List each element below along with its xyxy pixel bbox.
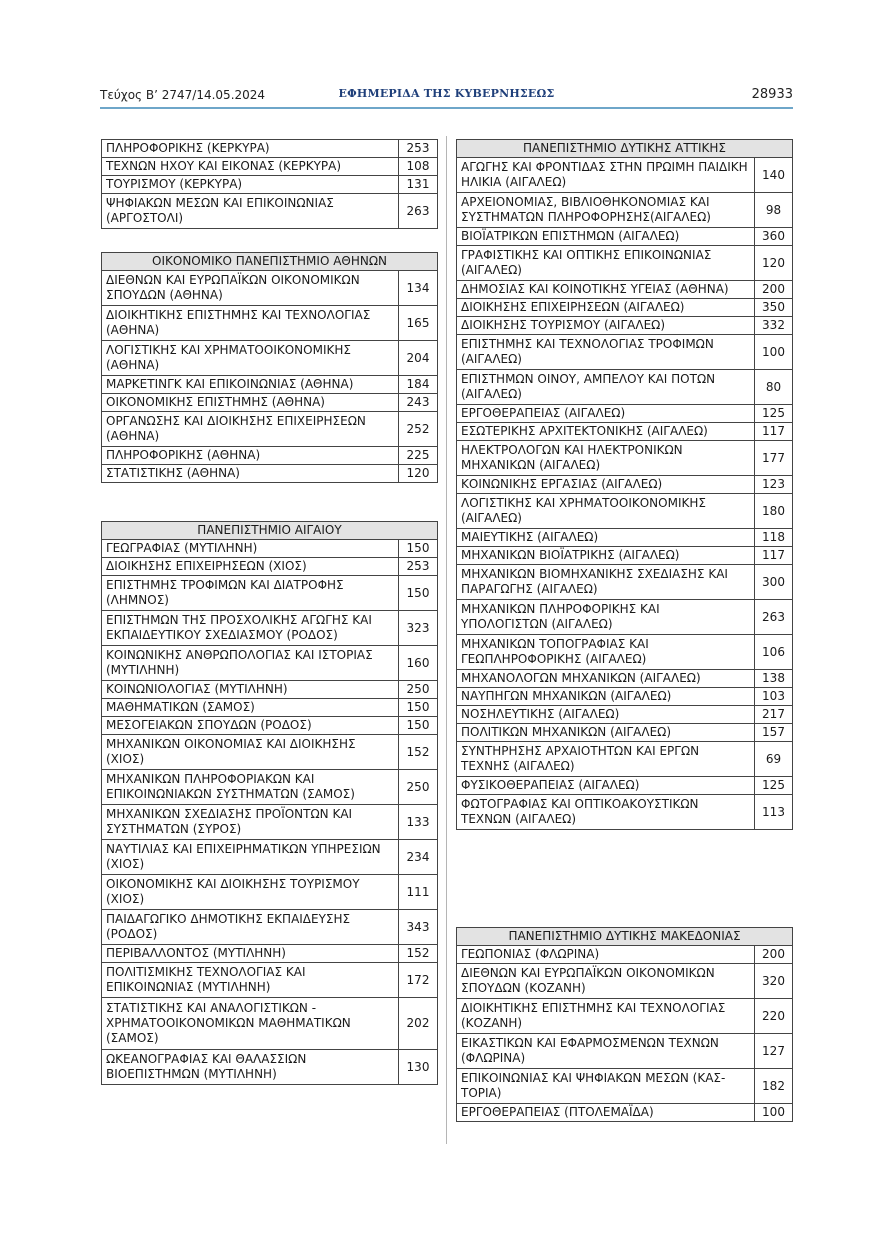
page-header <box>100 86 793 106</box>
department-name: ΜΗΧΑΝΙΚΩΝ ΟΙΚΟΝΟΜΙΑΣ ΚΑΙ ΔΙΟΙΚΗΣΗΣ (ΧΙΟΣ) <box>102 735 399 770</box>
admission-count: 130 <box>399 1050 438 1085</box>
department-name: ΚΟΙΝΩΝΙΚΗΣ ΕΡΓΑΣΙΑΣ (ΑΙΓΑΛΕΩ) <box>457 476 755 494</box>
section-header-row <box>102 522 438 540</box>
department-name: ΠΕΡΙΒΑΛΛΟΝΤΟΣ (ΜΥΤΙΛΗΝΗ) <box>102 945 399 963</box>
admission-count: 220 <box>755 999 793 1034</box>
table-row <box>457 476 793 494</box>
admission-count: 131 <box>399 176 438 194</box>
department-name: ΤΕΧΝΩΝ ΗΧΟΥ ΚΑΙ ΕΙΚΟΝΑΣ (ΚΕΡΚΥΡΑ) <box>102 158 399 176</box>
table-row <box>102 963 438 998</box>
department-name: ΜΗΧΑΝΙΚΩΝ ΤΟΠΟΓΡΑΦΙΑΣ ΚΑΙ ΓΕΩΠΛΗΡΟΦΟΡΙΚΗΣ (ΑΙΓΑΛΕΩ) <box>457 635 755 670</box>
admission-count: 123 <box>755 476 793 494</box>
department-name: ΠΑΙΔΑΓΩΓΙΚΟ ΔΗΜΟΤΙΚΗΣ ΕΚΠΑΙΔΕΥΣΗΣ (ΡΟΔΟΣ) <box>102 910 399 945</box>
admission-count: 182 <box>755 1069 793 1104</box>
admission-count: 150 <box>399 699 438 717</box>
table-row <box>102 394 438 412</box>
table-row <box>457 228 793 246</box>
admission-count: 152 <box>399 945 438 963</box>
admission-count: 202 <box>399 998 438 1050</box>
admission-count: 165 <box>399 306 438 341</box>
department-name: ΔΙΟΙΚΗΣΗΣ ΕΠΙΧΕΙΡΗΣΕΩΝ (ΑΙΓΑΛΕΩ) <box>457 299 755 317</box>
admission-count: 250 <box>399 681 438 699</box>
department-name: ΕΙΚΑΣΤΙΚΩΝ ΚΑΙ ΕΦΑΡΜΟΣΜΕΝΩΝ ΤΕΧΝΩΝ (ΦΛΩΡΙΝΑ) <box>457 1034 755 1069</box>
header-rule <box>100 107 793 109</box>
left-table-1 <box>101 252 438 483</box>
admission-count: 150 <box>399 717 438 735</box>
admission-count: 98 <box>755 193 793 228</box>
admission-count: 117 <box>755 547 793 565</box>
column-divider <box>446 136 447 1144</box>
department-name: ΕΠΙΣΤΗΜΗΣ ΤΡΟΦΙΜΩΝ ΚΑΙ ΔΙΑΤΡΟΦΗΣ (ΛΗΜΝΟΣ) <box>102 576 399 611</box>
admission-count: 204 <box>399 341 438 376</box>
admission-count: 252 <box>399 412 438 447</box>
admission-count: 225 <box>399 447 438 465</box>
table-row <box>102 998 438 1050</box>
table-row <box>457 706 793 724</box>
table-row <box>102 717 438 735</box>
department-name: ΝΑΥΤΙΛΙΑΣ ΚΑΙ ΕΠΙΧΕΙΡΗΜΑΤΙΚΩΝ ΥΠΗΡΕΣΙΩΝ (ΧΙΟΣ) <box>102 840 399 875</box>
admission-count: 133 <box>399 805 438 840</box>
table-row <box>457 1034 793 1069</box>
table-row <box>102 558 438 576</box>
table-row <box>102 341 438 376</box>
admission-count: 360 <box>755 228 793 246</box>
admission-count: 118 <box>755 529 793 547</box>
admission-count: 69 <box>755 742 793 777</box>
department-name: ΛΟΓΙΣΤΙΚΗΣ ΚΑΙ ΧΡΗΜΑΤΟΟΙΚΟΝΟΜΙΚΗΣ (ΑΙΓΑΛΕΩ) <box>457 494 755 529</box>
department-name: ΑΓΩΓΗΣ ΚΑΙ ΦΡΟΝΤΙΔΑΣ ΣΤΗΝ ΠΡΩΙΜΗ ΠΑΙΔΙΚΗ ΗΛΙΚΙΑ (ΑΙΓΑΛΕΩ) <box>457 158 755 193</box>
department-name: ΔΙΕΘΝΩΝ ΚΑΙ ΕΥΡΩΠΑΪΚΩΝ ΟΙΚΟΝΟΜΙΚΩΝ ΣΠΟΥΔΩΝ (ΚΟΖΑΝΗ) <box>457 964 755 999</box>
table-row <box>457 565 793 600</box>
admission-count: 253 <box>399 140 438 158</box>
department-name: ΠΛΗΡΟΦΟΡΙΚΗΣ (ΑΘΗΝΑ) <box>102 447 399 465</box>
department-name: ΨΗΦΙΑΚΩΝ ΜΕΣΩΝ ΚΑΙ ΕΠΙΚΟΙΝΩΝΙΑΣ (ΑΡΓΟΣΤΟΛΙ) <box>102 194 399 229</box>
admission-count: 117 <box>755 423 793 441</box>
table-row <box>102 840 438 875</box>
admission-count: 103 <box>755 688 793 706</box>
table-row <box>457 547 793 565</box>
table-row <box>457 193 793 228</box>
admission-count: 160 <box>399 646 438 681</box>
department-name: ΔΙΟΙΚΗΤΙΚΗΣ ΕΠΙΣΤΗΜΗΣ ΚΑΙ ΤΕΧΝΟΛΟΓΙΑΣ (ΚΟΖΑΝΗ) <box>457 999 755 1034</box>
department-name: ΔΗΜΟΣΙΑΣ ΚΑΙ ΚΟΙΝΟΤΙΚΗΣ ΥΓΕΙΑΣ (ΑΘΗΝΑ) <box>457 281 755 299</box>
admission-count: 184 <box>399 376 438 394</box>
table-row <box>457 335 793 370</box>
admission-count: 243 <box>399 394 438 412</box>
table-row <box>457 724 793 742</box>
department-name: ΜΗΧΑΝΙΚΩΝ ΒΙΟΜΗΧΑΝΙΚΗΣ ΣΧΕΔΙΑΣΗΣ ΚΑΙ ΠΑΡΑΓΩΓΗΣ (ΑΙΓΑΛΕΩ) <box>457 565 755 600</box>
table-row <box>102 176 438 194</box>
department-name: ΒΙΟΪΑΤΡΙΚΩΝ ΕΠΙΣΤΗΜΩΝ (ΑΙΓΑΛΕΩ) <box>457 228 755 246</box>
department-name: ΜΗΧΑΝΙΚΩΝ ΠΛΗΡΟΦΟΡΙΑΚΩΝ ΚΑΙ ΕΠΙΚΟΙΝΩΝΙΑΚΩΝ ΣΥΣΤΗΜΑΤΩΝ (ΣΑΜΟΣ) <box>102 770 399 805</box>
admission-count: 106 <box>755 635 793 670</box>
department-name: ΣΤΑΤΙΣΤΙΚΗΣ (ΑΘΗΝΑ) <box>102 465 399 483</box>
admission-count: 332 <box>755 317 793 335</box>
table-row <box>102 681 438 699</box>
section-header-row <box>102 253 438 271</box>
table-row <box>102 770 438 805</box>
department-name: ΕΡΓΟΘΕΡΑΠΕΙΑΣ (ΑΙΓΑΛΕΩ) <box>457 405 755 423</box>
table-row <box>457 670 793 688</box>
right-table-1 <box>456 927 793 1122</box>
department-name: ΣΤΑΤΙΣΤΙΚΗΣ ΚΑΙ ΑΝΑΛΟΓΙΣΤΙΚΩΝ - ΧΡΗΜΑΤΟΟΙΚΟΝΟΜΙΚΩΝ ΜΑΘΗΜΑΤΙΚΩΝ (ΣΑΜΟΣ) <box>102 998 399 1050</box>
admission-count: 234 <box>399 840 438 875</box>
right-table-0 <box>456 139 793 830</box>
admission-count: 350 <box>755 299 793 317</box>
department-name: ΣΥΝΤΗΡΗΣΗΣ ΑΡΧΑΙΟΤΗΤΩΝ ΚΑΙ ΕΡΓΩΝ ΤΕΧΝΗΣ (ΑΙΓΑΛΕΩ) <box>457 742 755 777</box>
table-row <box>457 529 793 547</box>
admission-count: 200 <box>755 281 793 299</box>
table-row <box>102 875 438 910</box>
table-row <box>102 194 438 229</box>
department-name: ΟΙΚΟΝΟΜΙΚΗΣ ΚΑΙ ΔΙΟΙΚΗΣΗΣ ΤΟΥΡΙΣΜΟΥ (ΧΙΟΣ) <box>102 875 399 910</box>
table-row <box>457 281 793 299</box>
department-name: ΠΟΛΙΤΙΚΩΝ ΜΗΧΑΝΙΚΩΝ (ΑΙΓΑΛΕΩ) <box>457 724 755 742</box>
table-row <box>457 964 793 999</box>
admission-count: 140 <box>755 158 793 193</box>
admission-count: 320 <box>755 964 793 999</box>
table-row <box>457 1069 793 1104</box>
table-row <box>102 306 438 341</box>
admission-count: 300 <box>755 565 793 600</box>
department-name: ΜΗΧΑΝΟΛΟΓΩΝ ΜΗΧΑΝΙΚΩΝ (ΑΙΓΑΛΕΩ) <box>457 670 755 688</box>
admission-count: 177 <box>755 441 793 476</box>
admission-count: 108 <box>399 158 438 176</box>
table-row <box>457 795 793 830</box>
table-row <box>457 317 793 335</box>
department-name: ΩΚΕΑΝΟΓΡΑΦΙΑΣ ΚΑΙ ΘΑΛΑΣΣΙΩΝ ΒΙΟΕΠΙΣΤΗΜΩΝ (ΜΥΤΙΛΗΝΗ) <box>102 1050 399 1085</box>
table-row <box>102 611 438 646</box>
table-row <box>457 441 793 476</box>
table-row <box>102 576 438 611</box>
admission-count: 253 <box>399 558 438 576</box>
department-name: ΚΟΙΝΩΝΙΟΛΟΓΙΑΣ (ΜΥΤΙΛΗΝΗ) <box>102 681 399 699</box>
department-name: ΕΠΙΚΟΙΝΩΝΙΑΣ ΚΑΙ ΨΗΦΙΑΚΩΝ ΜΕΣΩΝ (ΚΑΣ-ΤΟΡΙΑ) <box>457 1069 755 1104</box>
table-row <box>457 299 793 317</box>
table-row <box>102 805 438 840</box>
department-name: ΓΕΩΓΡΑΦΙΑΣ (ΜΥΤΙΛΗΝΗ) <box>102 540 399 558</box>
department-name: ΦΩΤΟΓΡΑΦΙΑΣ ΚΑΙ ΟΠΤΙΚΟΑΚΟΥΣΤΙΚΩΝ ΤΕΧΝΩΝ (ΑΙΓΑΛΕΩ) <box>457 795 755 830</box>
table-row <box>457 946 793 964</box>
table-row <box>457 246 793 281</box>
admission-count: 113 <box>755 795 793 830</box>
admission-count: 80 <box>755 370 793 405</box>
table-row <box>457 370 793 405</box>
table-row <box>102 412 438 447</box>
admission-count: 180 <box>755 494 793 529</box>
admission-count: 120 <box>755 246 793 281</box>
department-name: ΕΡΓΟΘΕΡΑΠΕΙΑΣ (ΠΤΟΛΕΜΑΪΔΑ) <box>457 1104 755 1122</box>
table-row <box>457 777 793 795</box>
admission-count: 200 <box>755 946 793 964</box>
department-name: ΜΗΧΑΝΙΚΩΝ ΒΙΟΪΑΤΡΙΚΗΣ (ΑΙΓΑΛΕΩ) <box>457 547 755 565</box>
department-name: ΑΡΧΕΙΟΝΟΜΙΑΣ, ΒΙΒΛΙΟΘΗΚΟΝΟΜΙΑΣ ΚΑΙ ΣΥΣΤΗΜΑΤΩΝ ΠΛΗΡΟΦΟΡΗΣΗΣ(ΑΙΓΑΛΕΩ) <box>457 193 755 228</box>
table-row <box>457 494 793 529</box>
table-row <box>457 423 793 441</box>
university-title: ΠΑΝΕΠΙΣΤΗΜΙΟ ΔΥΤΙΚΗΣ ΜΑΚΕΔΟΝΙΑΣ <box>457 928 793 946</box>
admission-count: 263 <box>399 194 438 229</box>
table-row <box>102 447 438 465</box>
left-table-2 <box>101 521 438 1085</box>
admission-count: 111 <box>399 875 438 910</box>
admission-count: 125 <box>755 777 793 795</box>
department-name: ΕΠΙΣΤΗΜΩΝ ΟΙΝΟΥ, ΑΜΠΕΛΟΥ ΚΑΙ ΠΟΤΩΝ (ΑΙΓΑΛΕΩ) <box>457 370 755 405</box>
department-name: ΛΟΓΙΣΤΙΚΗΣ ΚΑΙ ΧΡΗΜΑΤΟΟΙΚΟΝΟΜΙΚΗΣ (ΑΘΗΝΑ) <box>102 341 399 376</box>
admission-count: 250 <box>399 770 438 805</box>
department-name: ΤΟΥΡΙΣΜΟΥ (ΚΕΡΚΥΡΑ) <box>102 176 399 194</box>
section-header-row <box>457 928 793 946</box>
admission-count: 127 <box>755 1034 793 1069</box>
department-name: ΝΟΣΗΛΕΥΤΙΚΗΣ (ΑΙΓΑΛΕΩ) <box>457 706 755 724</box>
table-row <box>102 140 438 158</box>
table-row <box>102 735 438 770</box>
table-row <box>102 376 438 394</box>
table-row <box>457 742 793 777</box>
department-name: ΜΑΘΗΜΑΤΙΚΩΝ (ΣΑΜΟΣ) <box>102 699 399 717</box>
admission-count: 343 <box>399 910 438 945</box>
section-header-row <box>457 140 793 158</box>
table-row <box>102 1050 438 1085</box>
department-name: ΔΙΟΙΚΗΣΗΣ ΕΠΙΧΕΙΡΗΣΕΩΝ (ΧΙΟΣ) <box>102 558 399 576</box>
admission-count: 100 <box>755 1104 793 1122</box>
table-row <box>102 910 438 945</box>
department-name: ΕΠΙΣΤΗΜΩΝ ΤΗΣ ΠΡΟΣΧΟΛΙΚΗΣ ΑΓΩΓΗΣ ΚΑΙ ΕΚΠΑΙΔΕΥΤΙΚΟΥ ΣΧΕΔΙΑΣΜΟΥ (ΡΟΔΟΣ) <box>102 611 399 646</box>
department-name: ΠΟΛΙΤΙΣΜΙΚΗΣ ΤΕΧΝΟΛΟΓΙΑΣ ΚΑΙ ΕΠΙΚΟΙΝΩΝΙΑΣ (ΜΥΤΙΛΗΝΗ) <box>102 963 399 998</box>
department-name: ΟΙΚΟΝΟΜΙΚΗΣ ΕΠΙΣΤΗΜΗΣ (ΑΘΗΝΑ) <box>102 394 399 412</box>
table-row <box>457 405 793 423</box>
admission-count: 217 <box>755 706 793 724</box>
table-row <box>457 158 793 193</box>
table-row <box>102 646 438 681</box>
table-row <box>457 999 793 1034</box>
department-name: ΝΑΥΠΗΓΩΝ ΜΗΧΑΝΙΚΩΝ (ΑΙΓΑΛΕΩ) <box>457 688 755 706</box>
table-row <box>457 635 793 670</box>
gazette-title: ΕΦΗΜΕΡΙΔΑ ΤΗΣ ΚΥΒΕΡΝΗΣΕΩΣ <box>338 87 555 100</box>
university-title: ΟΙΚΟΝΟΜΙΚΟ ΠΑΝΕΠΙΣΤΗΜΙΟ ΑΘΗΝΩΝ <box>102 253 438 271</box>
department-name: ΕΣΩΤΕΡΙΚΗΣ ΑΡΧΙΤΕΚΤΟΝΙΚΗΣ (ΑΙΓΑΛΕΩ) <box>457 423 755 441</box>
department-name: ΕΠΙΣΤΗΜΗΣ ΚΑΙ ΤΕΧΝΟΛΟΓΙΑΣ ΤΡΟΦΙΜΩΝ (ΑΙΓΑΛΕΩ) <box>457 335 755 370</box>
table-row <box>457 1104 793 1122</box>
table-row <box>102 699 438 717</box>
table-row <box>102 158 438 176</box>
department-name: ΔΙΟΙΚΗΤΙΚΗΣ ΕΠΙΣΤΗΜΗΣ ΚΑΙ ΤΕΧΝΟΛΟΓΙΑΣ (ΑΘΗΝΑ) <box>102 306 399 341</box>
department-name: ΓΕΩΠΟΝΙΑΣ (ΦΛΩΡΙΝΑ) <box>457 946 755 964</box>
table-row <box>102 271 438 306</box>
university-title: ΠΑΝΕΠΙΣΤΗΜΙΟ ΔΥΤΙΚΗΣ ΑΤΤΙΚΗΣ <box>457 140 793 158</box>
admission-count: 125 <box>755 405 793 423</box>
department-name: ΟΡΓΑΝΩΣΗΣ ΚΑΙ ΔΙΟΙΚΗΣΗΣ ΕΠΙΧΕΙΡΗΣΕΩΝ (ΑΘΗΝΑ) <box>102 412 399 447</box>
department-name: ΔΙΟΙΚΗΣΗΣ ΤΟΥΡΙΣΜΟΥ (ΑΙΓΑΛΕΩ) <box>457 317 755 335</box>
admission-count: 323 <box>399 611 438 646</box>
department-name: ΜΑΡΚΕΤΙΝΓΚ ΚΑΙ ΕΠΙΚΟΙΝΩΝΙΑΣ (ΑΘΗΝΑ) <box>102 376 399 394</box>
issue-reference: Τεύχος Β’ 2747/14.05.2024 <box>100 88 266 102</box>
department-name: ΗΛΕΚΤΡΟΛΟΓΩΝ ΚΑΙ ΗΛΕΚΤΡΟΝΙΚΩΝ ΜΗΧΑΝΙΚΩΝ (ΑΙΓΑΛΕΩ) <box>457 441 755 476</box>
department-name: ΜΑΙΕΥΤΙΚΗΣ (ΑΙΓΑΛΕΩ) <box>457 529 755 547</box>
table-row <box>102 465 438 483</box>
admission-count: 157 <box>755 724 793 742</box>
admission-count: 150 <box>399 540 438 558</box>
admission-count: 172 <box>399 963 438 998</box>
admission-count: 263 <box>755 600 793 635</box>
department-name: ΜΗΧΑΝΙΚΩΝ ΠΛΗΡΟΦΟΡΙΚΗΣ ΚΑΙ ΥΠΟΛΟΓΙΣΤΩΝ (ΑΙΓΑΛΕΩ) <box>457 600 755 635</box>
department-name: ΓΡΑΦΙΣΤΙΚΗΣ ΚΑΙ ΟΠΤΙΚΗΣ ΕΠΙΚΟΙΝΩΝΙΑΣ (ΑΙΓΑΛΕΩ) <box>457 246 755 281</box>
table-row <box>457 600 793 635</box>
department-name: ΚΟΙΝΩΝΙΚΗΣ ΑΝΘΡΩΠΟΛΟΓΙΑΣ ΚΑΙ ΙΣΤΟΡΙΑΣ (ΜΥΤΙΛΗΝΗ) <box>102 646 399 681</box>
admission-count: 150 <box>399 576 438 611</box>
university-title: ΠΑΝΕΠΙΣΤΗΜΙΟ ΑΙΓΑΙΟΥ <box>102 522 438 540</box>
table-row <box>457 688 793 706</box>
department-name: ΔΙΕΘΝΩΝ ΚΑΙ ΕΥΡΩΠΑΪΚΩΝ ΟΙΚΟΝΟΜΙΚΩΝ ΣΠΟΥΔΩΝ (ΑΘΗΝΑ) <box>102 271 399 306</box>
admission-count: 100 <box>755 335 793 370</box>
department-name: ΜΗΧΑΝΙΚΩΝ ΣΧΕΔΙΑΣΗΣ ΠΡΟΪΟΝΤΩΝ ΚΑΙ ΣΥΣΤΗΜΑΤΩΝ (ΣΥΡΟΣ) <box>102 805 399 840</box>
table-row <box>102 540 438 558</box>
page-number: 28933 <box>751 87 793 102</box>
department-name: ΦΥΣΙΚΟΘΕΡΑΠΕΙΑΣ (ΑΙΓΑΛΕΩ) <box>457 777 755 795</box>
admission-count: 134 <box>399 271 438 306</box>
admission-count: 152 <box>399 735 438 770</box>
table-row <box>102 945 438 963</box>
admission-count: 120 <box>399 465 438 483</box>
left-table-0 <box>101 139 438 229</box>
admission-count: 138 <box>755 670 793 688</box>
department-name: ΜΕΣΟΓΕΙΑΚΩΝ ΣΠΟΥΔΩΝ (ΡΟΔΟΣ) <box>102 717 399 735</box>
department-name: ΠΛΗΡΟΦΟΡΙΚΗΣ (ΚΕΡΚΥΡΑ) <box>102 140 399 158</box>
